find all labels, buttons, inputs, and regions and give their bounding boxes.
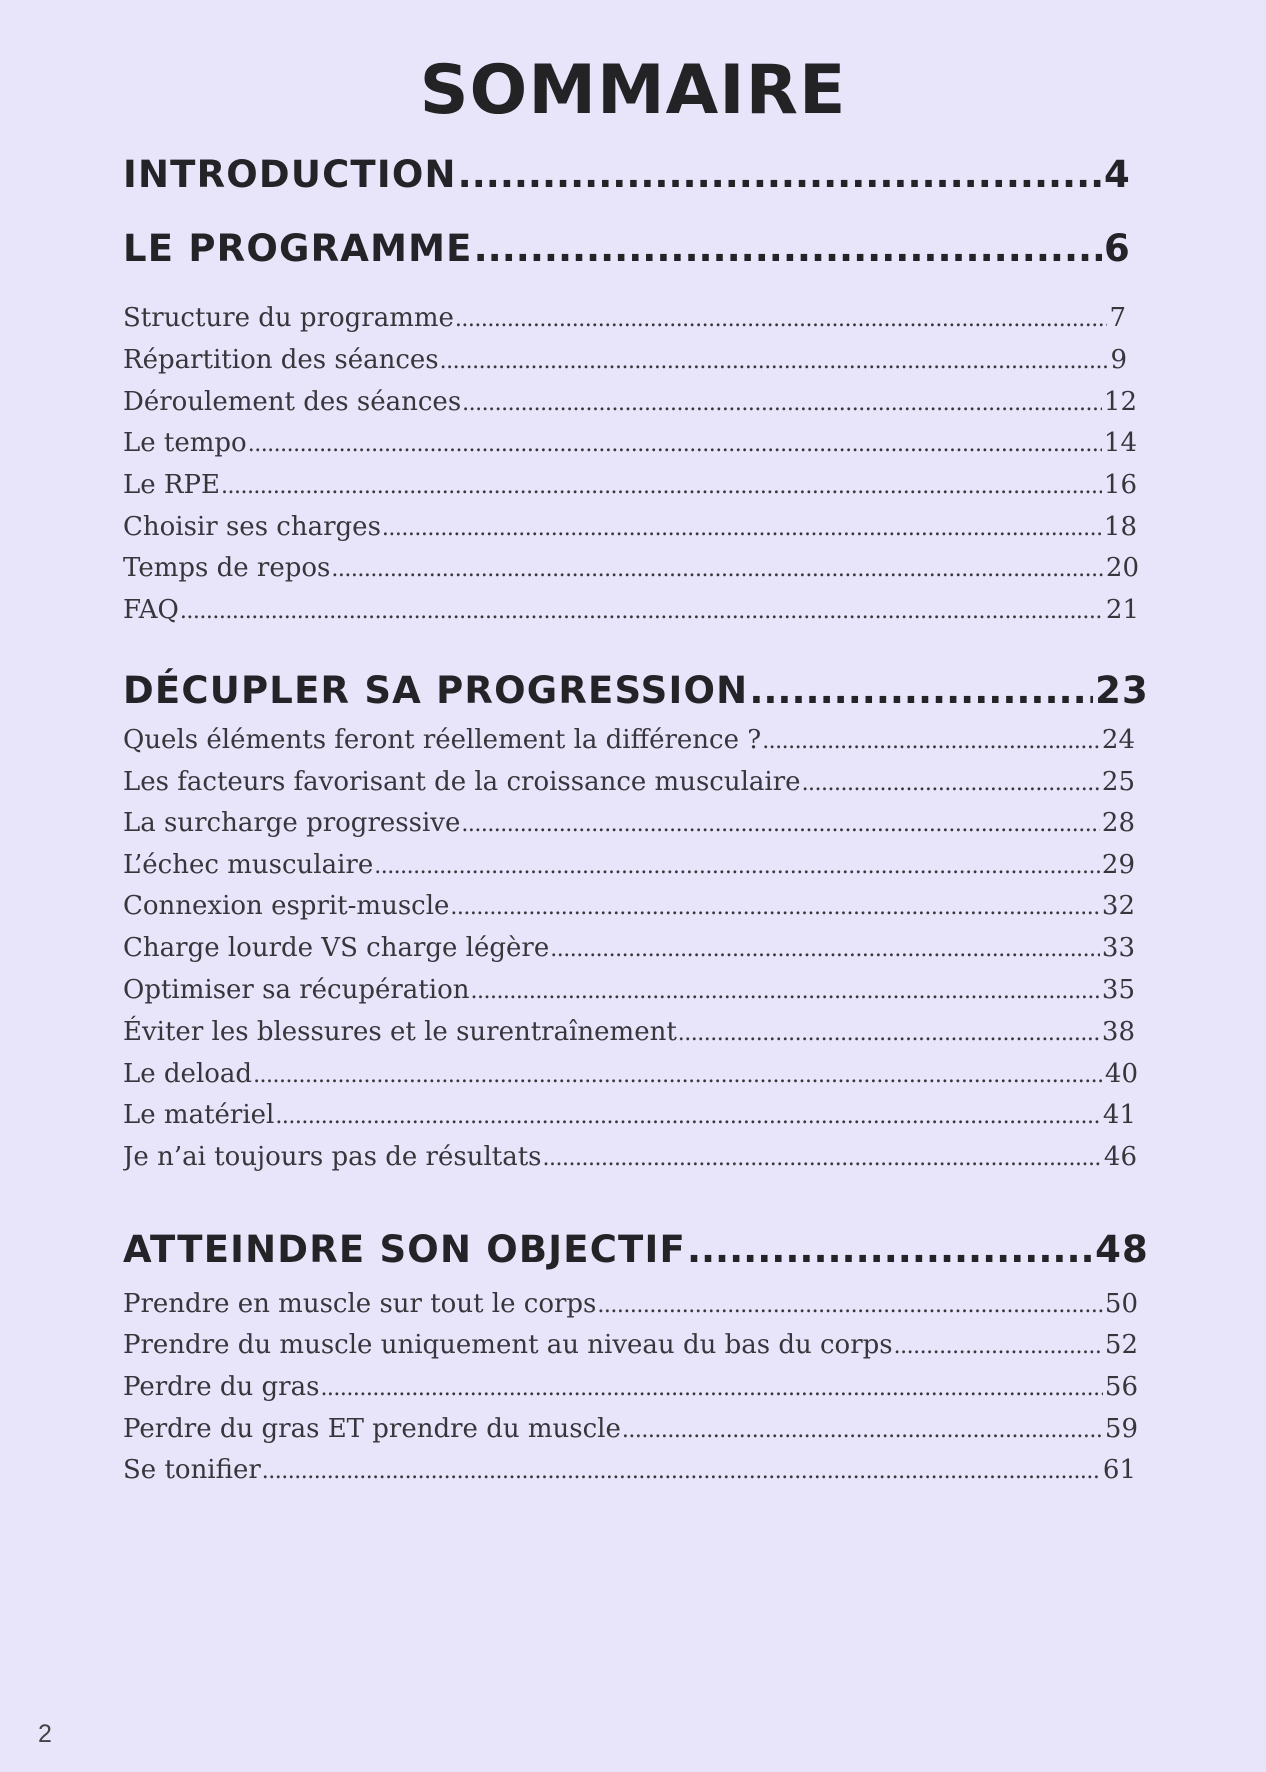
- toc-section-page: 6: [1104, 227, 1131, 270]
- toc-section-title: DÉCUPLER SA PROGRESSION: [123, 669, 749, 712]
- toc-entry[interactable]: [123, 1411, 1138, 1447]
- dot-leader: [458, 152, 1102, 198]
- toc-entry-page: 7: [1109, 303, 1126, 333]
- dot-leader: [331, 552, 1104, 586]
- dot-leader: [262, 1454, 1101, 1488]
- dot-leader: [470, 974, 1099, 1008]
- toc-entry-page: 9: [1110, 345, 1127, 375]
- toc-entry-label: Le RPE: [123, 470, 220, 500]
- toc-entry-page: 56: [1104, 1372, 1138, 1402]
- toc-entry-label: Déroulement des séances: [123, 387, 462, 417]
- dot-leader: [762, 724, 1100, 758]
- toc-section-title: ATTEINDRE SON OBJECTIF: [123, 1228, 686, 1271]
- toc-entry-page: 35: [1101, 975, 1135, 1005]
- toc-entry-label: Prendre en muscle sur tout le corps: [123, 1289, 597, 1319]
- toc-entry[interactable]: [123, 467, 1137, 503]
- toc-entry-page: 16: [1103, 470, 1137, 500]
- toc-entry-page: 41: [1102, 1100, 1136, 1130]
- toc-entry[interactable]: [123, 592, 1139, 628]
- dot-leader: [374, 849, 1100, 883]
- dot-leader: [894, 1329, 1103, 1363]
- toc-entry-page: 52: [1104, 1330, 1138, 1360]
- dot-leader: [622, 1413, 1103, 1447]
- dot-leader: [543, 1141, 1102, 1175]
- dot-leader: [474, 226, 1102, 272]
- toc-section-introduction[interactable]: [123, 152, 1131, 198]
- toc-entry-page: 25: [1101, 767, 1135, 797]
- dot-leader: [461, 807, 1100, 841]
- dot-leader: [450, 890, 1099, 924]
- toc-entry-label: Se tonifier: [123, 1455, 261, 1485]
- toc-entry[interactable]: [123, 342, 1127, 378]
- toc-entry[interactable]: [123, 1014, 1135, 1050]
- toc-entry-label: Structure du programme: [123, 303, 454, 333]
- dot-leader: [749, 668, 1093, 714]
- toc-entry-page: 21: [1105, 595, 1139, 625]
- toc-entry[interactable]: [123, 888, 1135, 924]
- toc-entry-label: Le tempo: [123, 428, 247, 458]
- toc-entry-label: Éviter les blessures et le surentraînement: [123, 1017, 677, 1047]
- dot-leader: [248, 427, 1102, 461]
- dot-leader: [320, 1371, 1102, 1405]
- dot-leader: [382, 511, 1102, 545]
- toc-section-le-programme[interactable]: [123, 226, 1131, 272]
- toc-entry-page: 32: [1101, 891, 1135, 921]
- dot-leader: [597, 1288, 1103, 1322]
- toc-entry-page: 61: [1102, 1455, 1136, 1485]
- toc-entry-label: Répartition des séances: [123, 345, 439, 375]
- toc-entry-label: Prendre du muscle uniquement au niveau du bas du corps: [123, 1330, 893, 1360]
- toc-entry-page: 24: [1101, 725, 1135, 755]
- toc-entry-page: 46: [1103, 1142, 1137, 1172]
- page-title: SOMMAIRE: [419, 51, 847, 130]
- toc-section-title: INTRODUCTION: [123, 153, 457, 196]
- toc-entry[interactable]: [123, 722, 1135, 758]
- toc-entry-label: Charge lourde VS charge légère: [123, 933, 550, 963]
- toc-entry-page: 18: [1103, 512, 1137, 542]
- toc-entry-label: Les facteurs favorisant de la croissance musculaire: [123, 767, 801, 797]
- toc-entry-label: Je n’ai toujours pas de résultats: [123, 1142, 542, 1172]
- toc-entry-label: Quels éléments feront réellement la différence ?: [123, 725, 762, 755]
- toc-entry[interactable]: [123, 972, 1135, 1008]
- toc-entry[interactable]: [123, 805, 1135, 841]
- dot-leader: [687, 1227, 1093, 1273]
- dot-leader: [455, 302, 1108, 336]
- toc-entry[interactable]: [123, 764, 1135, 800]
- toc-section-page: 48: [1095, 1228, 1149, 1271]
- toc-section-title: LE PROGRAMME: [123, 227, 473, 270]
- toc-entry[interactable]: [123, 1452, 1136, 1488]
- toc-entry[interactable]: [123, 1327, 1138, 1363]
- toc-entry[interactable]: [123, 509, 1137, 545]
- page-number: 2: [38, 1720, 52, 1748]
- toc-entry-page: 29: [1101, 850, 1135, 880]
- toc-entry[interactable]: [123, 1056, 1138, 1092]
- toc-entry-page: 20: [1105, 553, 1139, 583]
- toc-entry-label: Perdre du gras: [123, 1372, 320, 1402]
- dot-leader: [678, 1016, 1100, 1050]
- toc-entry[interactable]: [123, 1097, 1136, 1133]
- toc-entry-page: 14: [1103, 428, 1137, 458]
- toc-entry[interactable]: [123, 550, 1139, 586]
- toc-entry[interactable]: [123, 1369, 1138, 1405]
- toc-entry-label: La surcharge progressive: [123, 808, 461, 838]
- toc-section-page: 23: [1095, 669, 1149, 712]
- toc-entry[interactable]: [123, 1286, 1138, 1322]
- dot-leader: [180, 594, 1104, 628]
- toc-entry-page: 38: [1101, 1017, 1135, 1047]
- dot-leader: [275, 1099, 1101, 1133]
- toc-entry[interactable]: [123, 300, 1126, 336]
- dot-leader: [550, 932, 1100, 966]
- toc-entry-label: FAQ: [123, 595, 179, 625]
- toc-section-decupler-sa-progression[interactable]: [123, 668, 1149, 714]
- toc-entry-label: L’échec musculaire: [123, 850, 374, 880]
- toc-entry[interactable]: [123, 930, 1135, 966]
- dot-leader: [253, 1058, 1103, 1092]
- toc-entry-page: 12: [1103, 387, 1137, 417]
- toc-entry-label: Le deload: [123, 1059, 253, 1089]
- toc-entry-label: Perdre du gras ET prendre du muscle: [123, 1414, 621, 1444]
- toc-entry-page: 40: [1104, 1059, 1138, 1089]
- toc-entry-label: Optimiser sa récupération: [123, 975, 470, 1005]
- toc-entry-page: 59: [1104, 1414, 1138, 1444]
- dot-leader: [462, 386, 1102, 420]
- toc-entry-label: Le matériel: [123, 1100, 275, 1130]
- toc-entry-page: 50: [1104, 1289, 1138, 1319]
- toc-entry[interactable]: [123, 425, 1137, 461]
- toc-entry-label: Choisir ses charges: [123, 512, 381, 542]
- toc-entry-label: Connexion esprit-muscle: [123, 891, 450, 921]
- dot-leader: [221, 469, 1102, 503]
- toc-section-atteindre-son-objectif[interactable]: [123, 1227, 1149, 1273]
- toc-entry-label: Temps de repos: [123, 553, 331, 583]
- toc-entry-page: 28: [1101, 808, 1135, 838]
- toc-entry[interactable]: [123, 1139, 1137, 1175]
- toc-entry[interactable]: [123, 847, 1135, 883]
- dot-leader: [440, 344, 1109, 378]
- toc-section-page: 4: [1104, 153, 1131, 196]
- dot-leader: [802, 766, 1100, 800]
- toc-entry-page: 33: [1101, 933, 1135, 963]
- toc-entry[interactable]: [123, 384, 1137, 420]
